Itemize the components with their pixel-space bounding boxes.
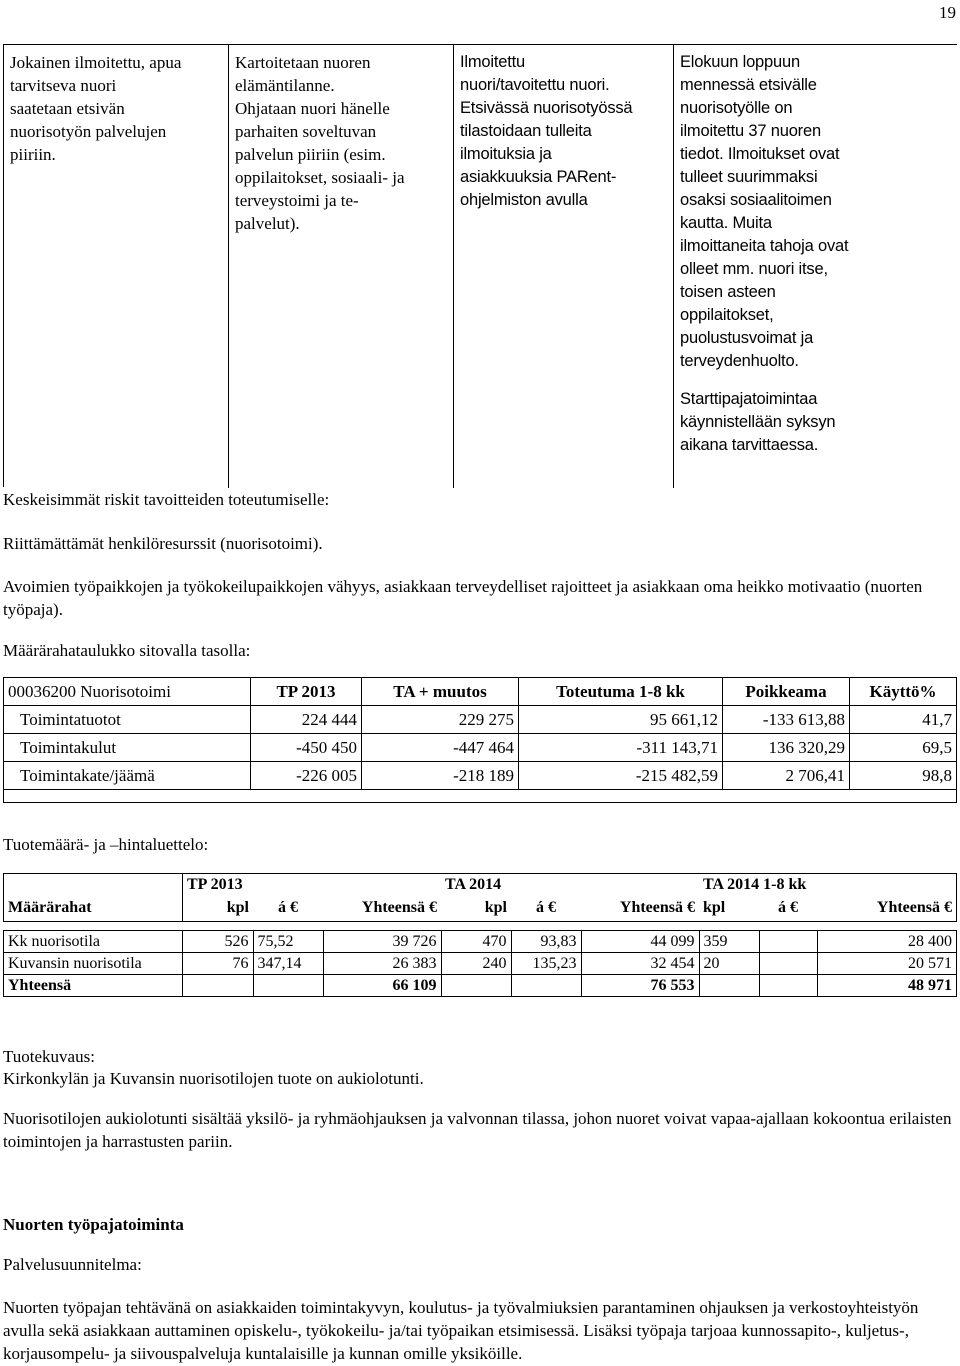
risk-item-1: Riittämättämät henkilöresurssit (nuorisotoimi). — [3, 534, 323, 553]
budget-cell: 229 275 — [362, 706, 519, 734]
subheader-cell: á € — [253, 895, 323, 922]
page-number: 19 — [939, 3, 956, 22]
budget-table — [3, 677, 957, 803]
column-goal — [4, 45, 229, 488]
budget-cell: 41,7 — [850, 706, 957, 734]
product-cell: 526 — [183, 931, 254, 953]
product-cell: 44 099 — [581, 931, 699, 953]
product-cell: 39 726 — [323, 931, 441, 953]
budget-cell: 95 661,12 — [519, 706, 723, 734]
group-header: TA 2014 1-8 kk — [699, 874, 957, 896]
budget-row — [4, 762, 957, 790]
indicators-text: Ilmoitettu nuori/tavoitettu nuori. Etsivässä nuorisotyössä tilastoidaan tulleita ilmoituksia ja asiakkuuksia PARent- ohjelmiston avulla — [460, 53, 633, 209]
products-gap-row — [4, 922, 957, 931]
product-cell: 20 571 — [817, 953, 957, 975]
budget-header-row — [4, 678, 957, 706]
subheader-cell: á € — [759, 895, 817, 922]
products-group-row — [4, 874, 957, 896]
section-title: Nuorten työpajatoiminta — [3, 1215, 184, 1234]
results-text: Elokuun loppuun mennessä etsivälle nuorisotyölle on ilmoitettu 37 nuoren tiedot. Ilmoitukset ovat tulleet suurimmaksi osaksi sosiaalitoimen kautta. Muita ilmoittaneita tahoja ovat olleet mm. nuori itse, toisen asteen oppilaitokset, puolustusvoimat ja terveydenhuolto. — [680, 53, 849, 370]
budget-header-cell: TP 2013 — [251, 678, 362, 706]
budget-spacer-row — [4, 790, 957, 803]
budget-header-cell: Poikkeama — [723, 678, 850, 706]
product-paragraph: Nuorisotilojen aukiolotunti sisältää yksilö- ja ryhmäohjauksen ja valvonnan tilassa, johon nuoret voivat vapaa-ajallaan kokoontua erilaisten toimintojen ja harrastusten pariin. — [3, 1109, 952, 1151]
budget-heading: Määrärahataulukko sitovalla tasolla: — [3, 641, 251, 660]
budget-cell: -450 450 — [251, 734, 362, 762]
column-actions — [229, 45, 454, 488]
budget-header-cell: Toteutuma 1-8 kk — [519, 678, 723, 706]
product-cell: 240 — [441, 953, 511, 975]
budget-cell: 224 444 — [251, 706, 362, 734]
product-cell: 48 971 — [817, 975, 957, 997]
budget-header-cell: TA + muutos — [362, 678, 519, 706]
group-header: TP 2013 — [183, 874, 442, 896]
budget-row — [4, 706, 957, 734]
product-cell — [699, 975, 759, 997]
results-text-2: Starttipajatoimintaa käynnistellään syksyn aikana tarvittaessa. — [680, 390, 836, 454]
product-cell: Yhteensä — [4, 975, 183, 997]
budget-cell: -226 005 — [251, 762, 362, 790]
budget-row — [4, 734, 957, 762]
product-cell — [183, 975, 254, 997]
column-indicators — [454, 45, 674, 488]
budget-cell: Toimintakulut — [4, 734, 251, 762]
products-subheader-row — [4, 895, 957, 922]
product-desc-heading: Tuotekuvaus: — [3, 1047, 95, 1066]
product-cell — [511, 975, 581, 997]
product-cell: Kuvansin nuorisotila — [4, 953, 183, 975]
product-cell: 135,23 — [511, 953, 581, 975]
budget-cell: -215 482,59 — [519, 762, 723, 790]
product-cell — [759, 953, 817, 975]
subheader-cell: kpl — [183, 895, 254, 922]
risk-item-2: Avoimien työpaikkojen ja työkokeilupaikkojen vähyys, asiakkaan terveydelliset rajoitteet ja asiakkaan oma heikko motivaatio (nuorten työpaja). — [3, 577, 923, 619]
product-cell: 20 — [699, 953, 759, 975]
product-cell: 76 553 — [581, 975, 699, 997]
subheader-cell: á € — [511, 895, 581, 922]
subheader-cell: Määrärahat — [4, 895, 183, 922]
product-desc: Kirkonkylän ja Kuvansin nuorisotilojen tuote on aukiolotunti. — [3, 1069, 424, 1088]
product-cell — [759, 975, 817, 997]
budget-cell: -311 143,71 — [519, 734, 723, 762]
budget-cell: 2 706,41 — [723, 762, 850, 790]
product-cell: 470 — [441, 931, 511, 953]
budget-cell: Toimintakate/jäämä — [4, 762, 251, 790]
product-cell: 28 400 — [817, 931, 957, 953]
subheader-cell: kpl — [699, 895, 759, 922]
actions-text: Kartoitetaan nuoren elämäntilanne. Ohjataan nuori hänelle parhaiten soveltuvan palvelun piiriin (esim. oppilaitokset, sosiaali- ja terveystoimi ja te- palvelut). — [235, 53, 405, 233]
product-cell — [759, 931, 817, 953]
products-table — [3, 873, 957, 997]
budget-cell: 98,8 — [850, 762, 957, 790]
budget-cell: -447 464 — [362, 734, 519, 762]
goal-text: Jokainen ilmoitettu, apua tarvitseva nuori saatetaan etsivän nuorisotyön palvelujen piiriin. — [10, 53, 182, 164]
product-cell: 359 — [699, 931, 759, 953]
products-total-row — [4, 975, 957, 997]
goals-table-fragment — [3, 44, 957, 487]
column-results — [674, 45, 958, 488]
product-cell: 32 454 — [581, 953, 699, 975]
budget-cell: -133 613,88 — [723, 706, 850, 734]
subheader-cell: Yhteensä € — [817, 895, 957, 922]
product-cell — [253, 975, 323, 997]
service-plan-label: Palvelusuunnitelma: — [3, 1255, 142, 1274]
subheader-cell: kpl — [441, 895, 511, 922]
product-cell: 93,83 — [511, 931, 581, 953]
subheader-cell: Yhteensä € — [581, 895, 699, 922]
budget-header-cell: 00036200 Nuorisotoimi — [4, 678, 251, 706]
products-heading: Tuotemäärä- ja –hintaluettelo: — [3, 835, 209, 854]
product-cell: 76 — [183, 953, 254, 975]
budget-cell: 69,5 — [850, 734, 957, 762]
product-cell: Kk nuorisotila — [4, 931, 183, 953]
budget-cell: -218 189 — [362, 762, 519, 790]
product-cell: 26 383 — [323, 953, 441, 975]
product-cell: 75,52 — [253, 931, 323, 953]
risks-heading: Keskeisimmät riskit tavoitteiden toteutumiselle: — [3, 490, 330, 509]
product-cell: 347,14 — [253, 953, 323, 975]
products-row — [4, 953, 957, 975]
products-row — [4, 931, 957, 953]
budget-cell: 136 320,29 — [723, 734, 850, 762]
product-cell — [441, 975, 511, 997]
subheader-cell: Yhteensä € — [323, 895, 441, 922]
product-cell: 66 109 — [323, 975, 441, 997]
service-paragraph: Nuorten työpajan tehtävänä on asiakkaiden toimintakyvyn, koulutus- ja työvalmiuksien parantaminen ohjauksen ja verkostoyhteistyön avulla sekä asiakkaan auttaminen opiskelu-, työkokeilu- ja/tai työpaikan etsimisessä. Lisäksi työpaja tarjoaa kunnossapito-, kuljetus-, korjausompelu- ja siivouspalveluja kuntalaisille ja kunnan omille yksiköille. — [3, 1298, 919, 1363]
budget-cell: Toimintatuotot — [4, 706, 251, 734]
budget-header-cell: Käyttö% — [850, 678, 957, 706]
group-header: TA 2014 — [441, 874, 699, 896]
